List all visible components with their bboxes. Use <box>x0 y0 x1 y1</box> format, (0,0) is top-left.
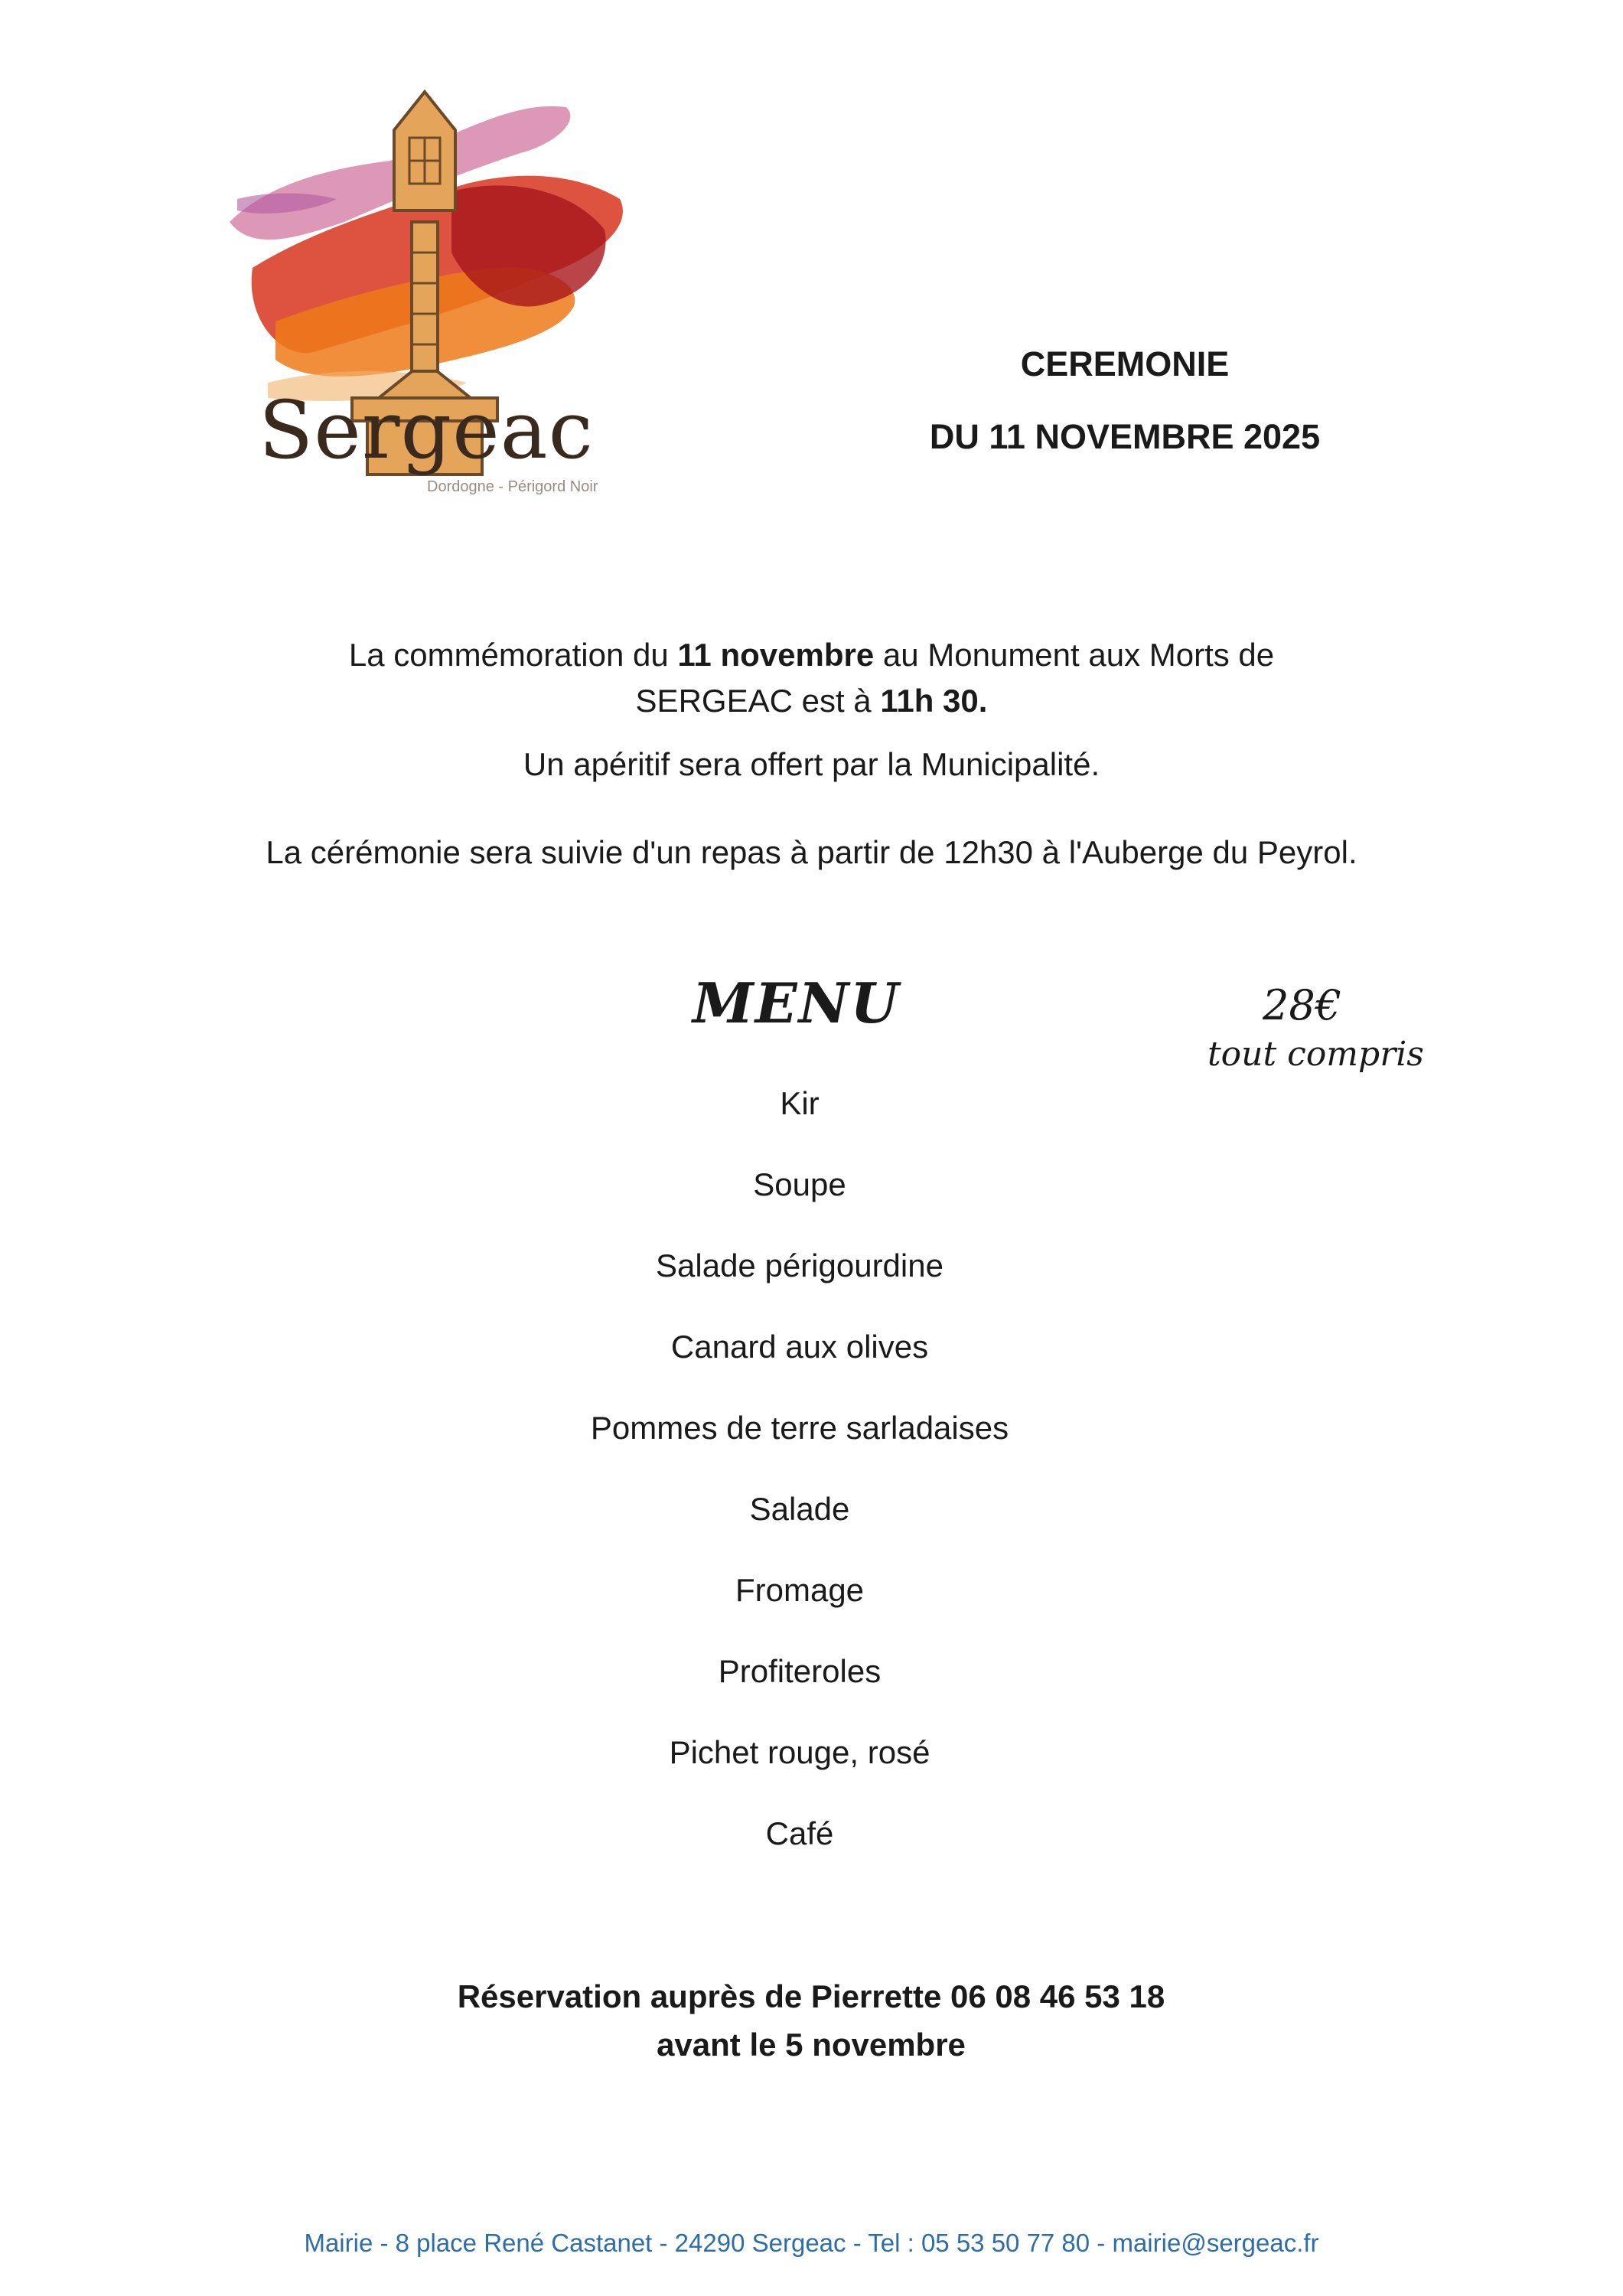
menu-item: Canard aux olives <box>670 1329 929 1365</box>
menu-item: Salade <box>749 1491 850 1527</box>
menu-item: Profiteroles <box>718 1653 882 1689</box>
intro-date: 11 novembre <box>677 637 875 673</box>
intro-time: 11h 30. <box>880 683 988 719</box>
intro-line2 <box>0 683 1623 719</box>
intro-line1 <box>0 637 1623 673</box>
repas-text: La cérémonie sera suivie d'un repas à partir de 12h30 à l'Auberge du Peyrol. <box>266 834 1357 870</box>
menu-price: 28€ <box>1263 981 1342 1029</box>
reservation-line1: Réservation auprès de Pierrette 06 08 46 53 18 <box>457 1978 1165 2014</box>
menu-item: Pichet rouge, rosé <box>669 1734 930 1770</box>
menu-item: Café <box>765 1815 834 1851</box>
page-title-line1: CEREMONIE <box>1020 344 1230 383</box>
menu-item: Salade périgourdine <box>656 1247 943 1283</box>
menu-price-note: tout compris <box>1207 1035 1424 1074</box>
menu-heading: MENU <box>693 970 901 1035</box>
logo-subtitle: Dordogne - Périgord Noir <box>427 478 598 495</box>
menu-item: Fromage <box>735 1572 865 1608</box>
intro-text: au Monument aux Morts de <box>874 637 1275 673</box>
logo-name: Sergeac <box>259 383 594 477</box>
intro-text: SERGEAC est à <box>635 683 881 719</box>
menu-item: Soupe <box>753 1166 846 1202</box>
menu-item: Kir <box>780 1085 820 1121</box>
intro-text: La commémoration du <box>348 637 678 673</box>
reservation-line2: avant le 5 novembre <box>657 2027 966 2063</box>
sergeac-logo <box>222 77 635 520</box>
aperitif-text: Un apéritif sera offert par la Municipalité. <box>523 746 1100 782</box>
menu-item: Pommes de terre sarladaises <box>590 1410 1009 1446</box>
footer-contact: Mairie - 8 place René Castanet - 24290 Sergeac - Tel : 05 53 50 77 80 - mairie@sergeac.fr <box>304 2229 1319 2257</box>
page-title-line2: DU 11 NOVEMBRE 2025 <box>929 417 1321 456</box>
